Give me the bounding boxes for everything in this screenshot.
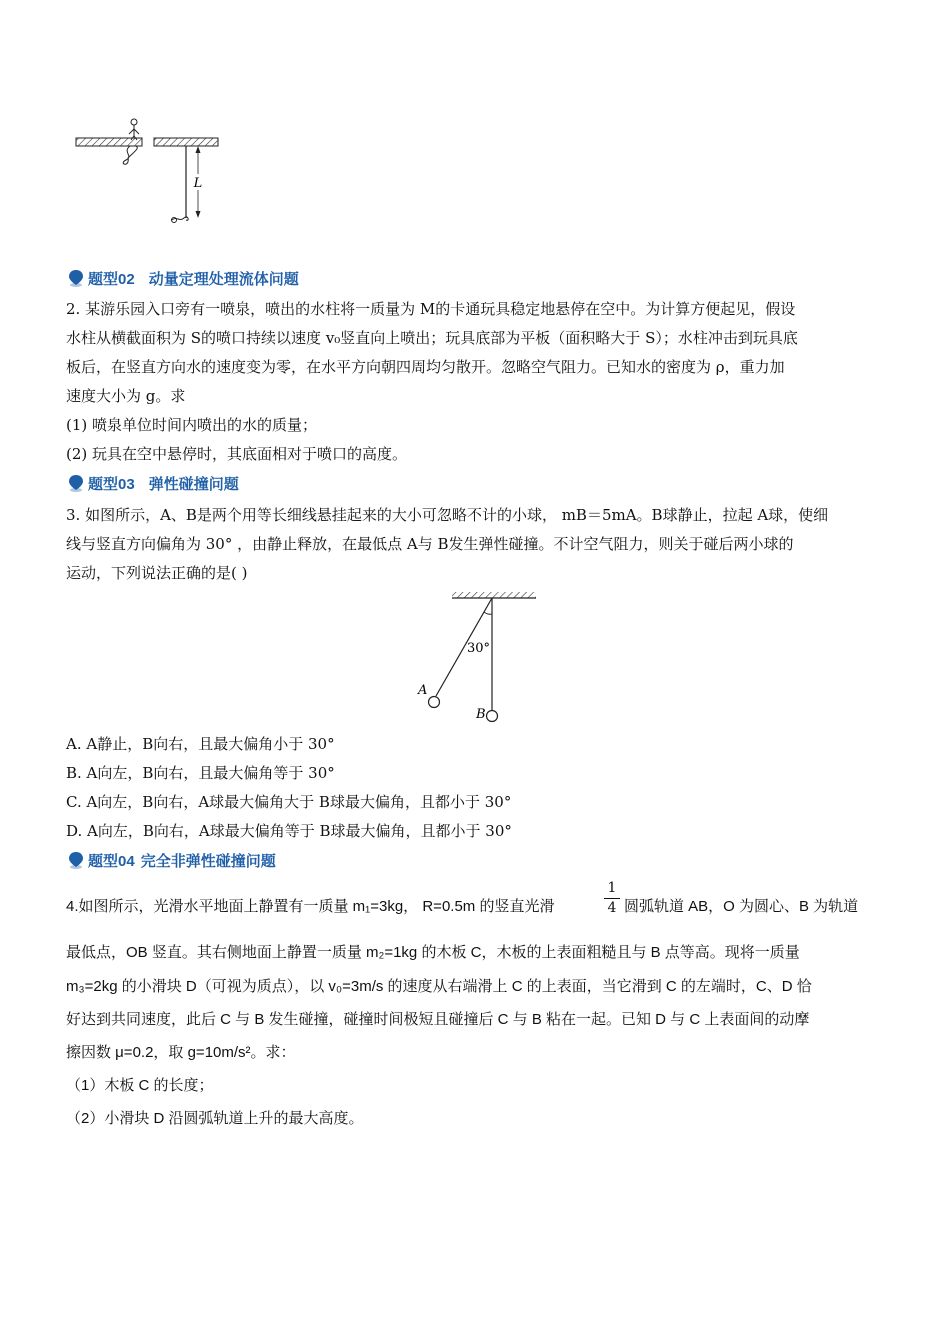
- q3-text-line: 3. 如图所示，A、B是两个用等长细线悬挂起来的大小可忽略不计的小球， mB＝5mA。B球静止，拉起 A球，使细: [66, 506, 829, 524]
- q4-text-line: 最低点，OB 竖直。其右侧地面上静置一质量 m₂=1kg 的木板 C，木板的上表面粗糙且与 B 点等高。现将一质量: [66, 944, 800, 961]
- q4-subquestion-1: （1）木板 C 的长度；: [66, 1077, 214, 1094]
- ball-b-label: B: [476, 707, 486, 722]
- figure-pendulum-diagram: [410, 588, 550, 728]
- ball-b: [487, 711, 498, 722]
- q4-text-line: 4.如图所示，光滑水平地面上静置有一质量 m₁=3kg， R=0.5m 的竖直光滑: [66, 898, 555, 915]
- section-heading-02: [66, 267, 299, 289]
- q4-text-line: 好达到共同速度，此后 C 与 B 发生碰撞，碰撞时间极短且碰撞后 C 与 B 粘在一起。已知 D 与 C 上表面间的动摩: [66, 1011, 810, 1028]
- q3-text-line: 运动，下列说法正确的是( ): [66, 564, 248, 582]
- quarter-fraction: [604, 880, 620, 917]
- angle-label: 30°: [467, 641, 491, 656]
- q3-text-line: 线与竖直方向偏角为 30° ，由静止释放，在最低点 A与 B发生弹性碰撞。不计空气阻力，则关于碰后两小球的: [66, 535, 794, 553]
- q4-text-line: 圆弧轨道 AB，O 为圆心、B 为轨道: [624, 898, 859, 915]
- q3-option-b: B. A向左，B向右，且最大偏角等于 30°: [66, 764, 335, 782]
- q3-option-a: A. A静止，B向右，且最大偏角小于 30°: [66, 735, 335, 753]
- q2-subquestion-1: (1) 喷泉单位时间内喷出的水的质量；: [66, 416, 318, 434]
- q2-text-line: 2. 某游乐园入口旁有一喷泉，喷出的水柱将一质量为 M的卡通玩具稳定地悬停在空中。为计算方便起见，假设: [66, 300, 796, 318]
- location-pin-icon: [66, 268, 86, 288]
- section-title: 弹性碰撞问题: [148, 475, 239, 493]
- q2-text-line: 速度大小为 g。求: [66, 387, 186, 405]
- ball-a: [429, 697, 440, 708]
- location-pin-icon: [66, 850, 86, 870]
- section-heading-04: [66, 849, 276, 871]
- q4-subquestion-2: （2）小滑块 D 沿圆弧轨道上升的最大高度。: [66, 1110, 364, 1127]
- section-type-label: 题型02: [88, 270, 135, 288]
- section-type-label: 题型03: [88, 475, 135, 493]
- q4-text-line: 擦因数 μ=0.2，取 g=10m/s²。求：: [66, 1044, 296, 1061]
- section-title: 完全非弹性碰撞问题: [140, 852, 276, 870]
- section-title: 动量定理处理流体问题: [148, 270, 299, 288]
- fraction-numerator: 1: [607, 880, 617, 896]
- q2-text-line: 板后，在竖直方向水的速度变为零，在水平方向朝四周均匀散开。忽略空气阻力。已知水的密度为 ρ，重力加: [66, 358, 785, 376]
- fraction-denominator: 4: [607, 900, 617, 916]
- figure-rope-diagram: [70, 118, 230, 228]
- q2-text-line: 水柱从横截面积为 S的喷口持续以速度 v₀竖直向上喷出；玩具底部为平板（面积略大于 S）；水柱冲击到玩具底: [66, 329, 798, 347]
- q4-text-line: m₃=2kg 的小滑块 D（可视为质点），以 v₀=3m/s 的速度从右端滑上 C 的上表面，当它滑到 C 的左端时，C、D 恰: [66, 978, 812, 995]
- section-heading-03: [66, 472, 239, 494]
- length-label: L: [193, 176, 203, 191]
- q3-option-d: D. A向左，B向右，A球最大偏角等于 B球最大偏角，且都小于 30°: [66, 822, 512, 840]
- ball-a-label: A: [418, 683, 428, 698]
- location-pin-icon: [66, 473, 86, 493]
- q2-subquestion-2: (2) 玩具在空中悬停时，其底面相对于喷口的高度。: [66, 445, 408, 463]
- q3-option-c: C. A向左，B向右，A球最大偏角大于 B球最大偏角，且都小于 30°: [66, 793, 512, 811]
- section-type-label: 题型04: [88, 852, 135, 870]
